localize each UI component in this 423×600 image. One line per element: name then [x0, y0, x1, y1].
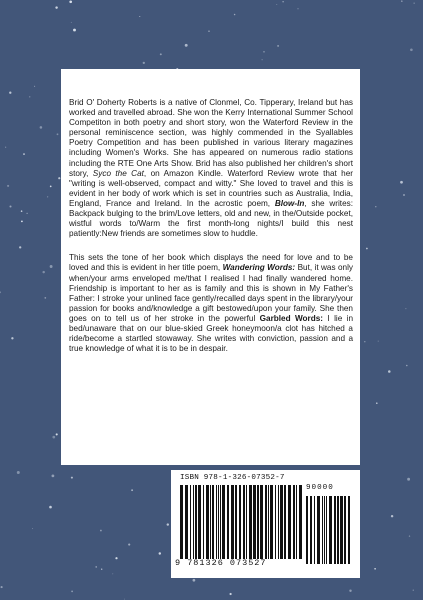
isbn-number: ISBN 978-1-326-07352-7	[180, 474, 285, 482]
ean-digits: 9 781326 073527	[175, 558, 267, 568]
price-addon-digits: 90000	[306, 484, 334, 492]
addon-barcode-bars	[305, 496, 351, 564]
ean-barcode-bars	[179, 485, 303, 559]
blurb-paragraph-2: This sets the tone of her book which displays the need for love and to be loved and this is evident in her title poem, Wandering Words: But, it was only when/your arms enveloped me/that I realised I had finally wandered home. Friendship is important to her as is family and this is shown in My Father's Father: I stroke your unlined face gently/recalled days spent in the library/your passion for books and/knowledge a gift bestowed/upon your family. She then goes on to tell us of her stroke in the powerful Garbled Words: I lie in bed/unaware that on our blue-skied Greek honeymoon/a clot has hitched a ride/become a startled stowaway. She writes with conviction, passion and a true knowledge of what it is to be in despair.	[69, 253, 354, 354]
blurb-panel	[61, 69, 360, 465]
isbn-barcode	[171, 470, 360, 578]
blurb-paragraph-1: Brid O' Doherty Roberts is a native of Clonmel, Co. Tipperary, Ireland but has worked and travelled abroad. She won the Kerry International Summer School Competiton in both poetry and short story, won the Waterford Review in the personal reminiscence section, was highly commended in the Syallables Poetry Competition and has been published in various literary magazines including Women's Works. She has appeared on numerous radio stations including the RTE One Arts Show. Brid has also published her children's short story, Syco the Cat, on Amazon Kindle. Waterford Review wrote that her "writing is well-observed, compact and witty." She loved to travel and this is evident in her body of work which is set in countries such as Australia, India, England, France and Ireland. In the acrostic poem, Blow-In, she writes: Backpack bulging to the brim/Love letters, old and new, in the/Outside pocket, wistful words to/Warm the first month-long nights/I build this nest patiently:New friends are sometimes slow to huddle.	[69, 98, 353, 239]
